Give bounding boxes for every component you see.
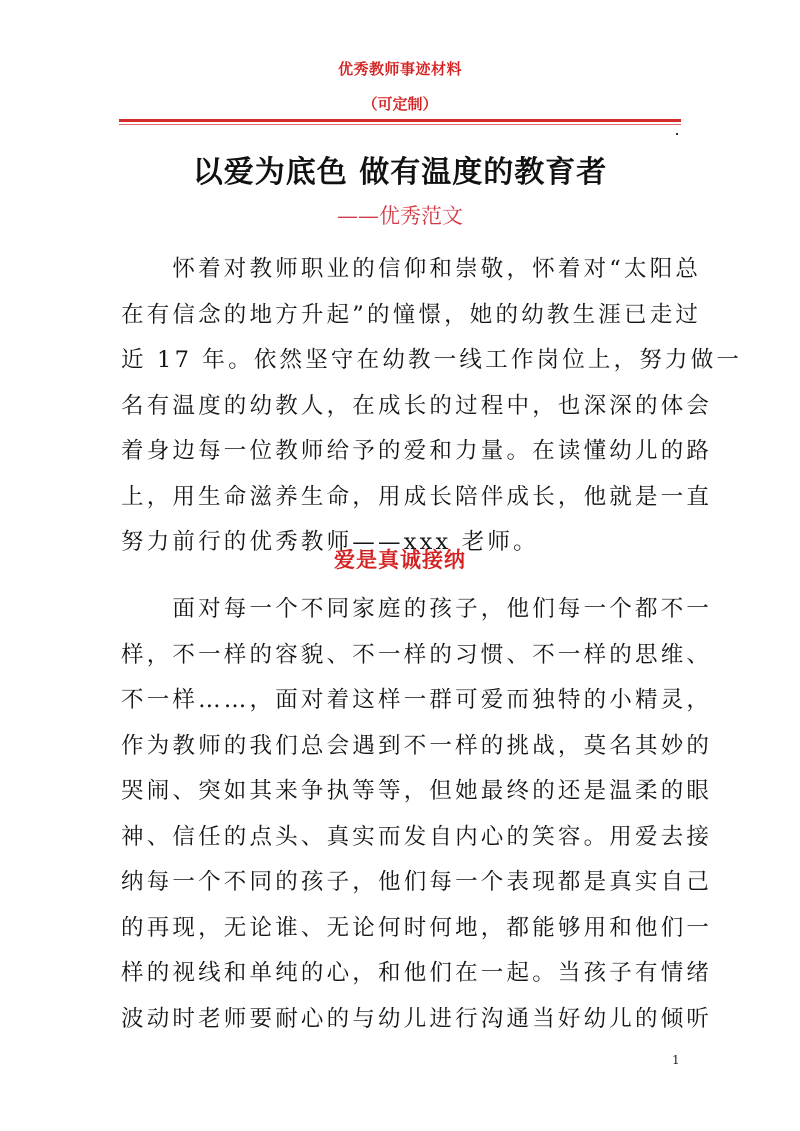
text-line: 着身边每一位教师给予的爱和力量。在读懂幼儿的路 [121, 438, 713, 464]
text-line: 纳每一个不同的孩子，他们每一个表现都是真实自己 [121, 869, 713, 895]
header-title: 优秀教师事迹材料 [337, 60, 462, 78]
header-subtitle: （可定制） [362, 95, 438, 113]
header-rule-thick [119, 119, 681, 122]
page-number: 1 [672, 1053, 680, 1067]
text-line: 哭闹、突如其来争执等等，但她最终的还是温柔的眼 [121, 778, 713, 804]
section-heading: 爱是真诚接纳 [334, 548, 466, 572]
header-dot-mark [676, 133, 678, 135]
intro-paragraph [121, 247, 743, 566]
header-rule-thin [119, 124, 681, 125]
text-line: 努力前行的优秀教师——xxx 老师。 [121, 529, 539, 555]
text-line: 的再现，无论谁、无论何时何地，都能够用和他们一 [121, 914, 713, 941]
text-line: 近 17 年。依然坚守在幼教一线工作岗位上，努力做一 [121, 347, 743, 373]
text-line: 样的视线和单纯的心，和他们在一起。当孩子有情绪 [121, 960, 713, 986]
text-line: 面对每一个不同家庭的孩子，他们每一个都不一 [121, 596, 713, 622]
text-line: 神、信任的点头、真实而发自内心的笑容。用爱去接 [121, 823, 713, 850]
text-line: 怀着对教师职业的信仰和崇敬，怀着对“太阳总 [121, 256, 702, 282]
text-line: 波动时老师要耐心的与幼儿进行沟通当好幼儿的倾听 [121, 1005, 713, 1032]
text-line: 名有温度的幼教人，在成长的过程中，也深深的体会 [121, 392, 713, 419]
text-line: 样，不一样的容貌、不一样的习惯、不一样的思维、 [121, 641, 713, 668]
text-line: 在有信念的地方升起”的憧憬，她的幼教生涯已走过 [121, 301, 702, 328]
document-byline: ——优秀范文 [337, 204, 463, 228]
text-line: 作为教师的我们总会遇到不一样的挑战，莫名其妙的 [121, 732, 713, 759]
text-line: 上，用生命滋养生命，用成长陪伴成长，他就是一直 [121, 483, 713, 510]
text-line: 不一样……，面对着这样一群可爱而独特的小精灵， [121, 687, 713, 713]
section-paragraph [121, 587, 713, 1042]
document-title: 以爱为底色 做有温度的教育者 [192, 155, 608, 190]
